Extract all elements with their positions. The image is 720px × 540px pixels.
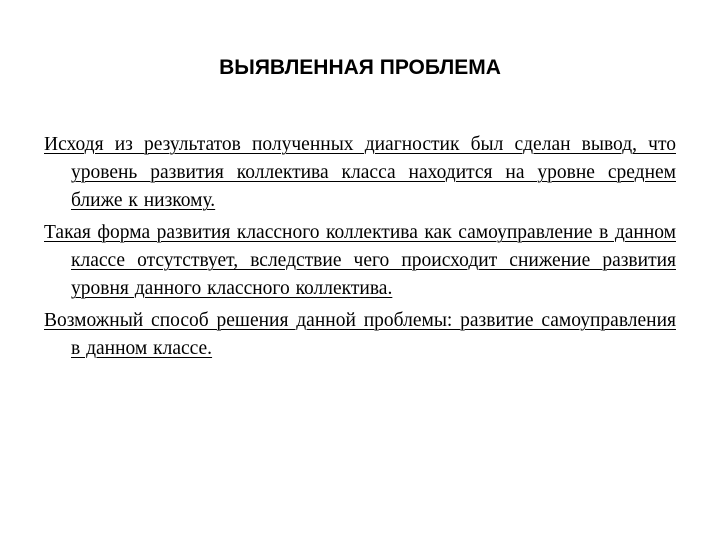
paragraph-solution: Возможный способ решения данной проблемы: развитие самоуправления в данном классе. [44,310,676,359]
slide-body [44,131,676,367]
slide-title: ВЫЯВЛЕННАЯ ПРОБЛЕМА [219,56,501,79]
paragraph-diagnostics-conclusion: Исходя из результатов полученных диагностик был сделан вывод, что уровень развития коллектива класса находится на уровне среднем ближе к низкому. [44,134,676,211]
paragraph-self-government-absent: Такая форма развития классного коллектива как самоуправление в данном классе отсутствует, вследствие чего происходит снижение развития уровня данного классного коллектива. [44,222,676,299]
